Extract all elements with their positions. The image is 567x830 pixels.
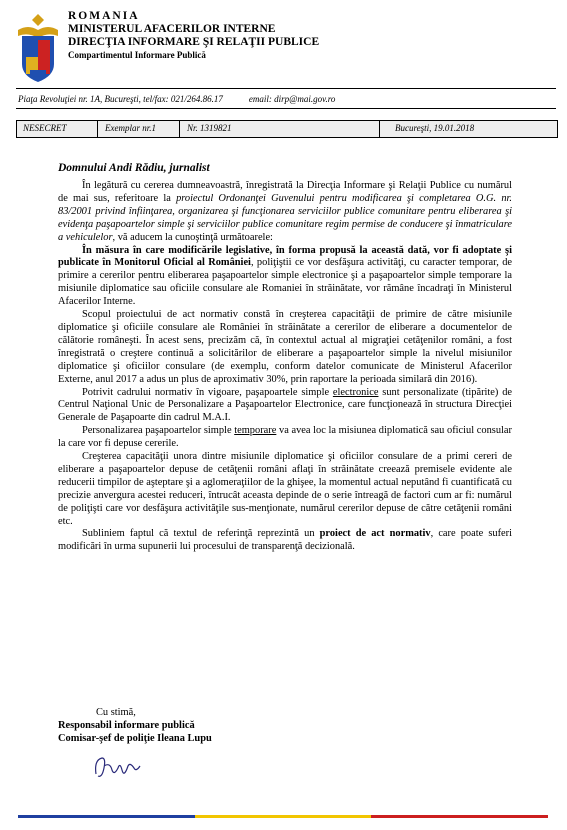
country-name: ROMANIA [68, 10, 140, 22]
directorate-name: DIRECŢIA INFORMARE ŞI RELAŢII PUBLICE [68, 36, 320, 48]
reference-bar [16, 120, 558, 138]
ministry-name: MINISTERUL AFACERILOR INTERNE [68, 23, 276, 35]
flag-red-stripe [371, 815, 548, 818]
address-divider [16, 108, 556, 109]
paragraph-5: Personalizarea paşapoartelor simple temporare va avea loc la misiunea diplomatică sau oficiul consular la care vor fi depuse cererile. [58, 425, 512, 450]
paragraph-3: Scopul proiectului de act normativ constă în creşterea capacităţii de primire de către misiunile diplomatice şi oficiile consulare ale României în străinătate a cererilor de eliberare a documentelor de călătorie româneşti. În acest sens, precizăm că, în contextul actual al migraţiei cetăţenilor români, a fost înregistrată o creştere continuă a solicitărilor de eliberare a paşapoartelor simple la nivelul misiunilor diplomatice şi oficiilor consulare (de exemplu, conform datelor comunicate de Ministerul Afacerilor Externe, anul 2017 a adus un plus de aproximativ 30%, prin raportare la perioada similară din 2016). [58, 309, 512, 385]
letterhead [68, 10, 548, 62]
signatory-role: Responsabil informare publică [58, 720, 195, 731]
paragraph-2: În măsura în care modificările legislative, în forma propusă la această dată, vor fi adoptate şi publicate în Monitorul Oficial al României, poliţiştii ce vor desfăşura activităţi, cu caracter temporar, de primire a cererilor pentru eliberarea paşapoartelor simple electronice şi a paşapoartelor simple temporare la misiunile diplomatice sau oficiile consulare ale Romaniei în străinătate, vor rămâne încadraţi în Ministerul Afacerilor Interne. [58, 244, 512, 308]
paragraph-1: În legătură cu cererea dumneavoastră, înregistrată la Direcţia Informare şi Relaţii Publice cu numărul de mai sus, referitoare la proiectul Ordonanţei Guvenului pentru modificarea şi completarea O.G. nr. 83/2001 privind înfiinţarea, organizarea şi funcţionarea serviciilor publice comunitare pentru eliberarea şi evidenţa paşapoartelor simple şi serviciilor publice comunitare regim permise de conducere şi înmatriculare a vehiculelor, vă aducem la cunoştinţă următoarele: [58, 180, 513, 243]
place-date: Bucureşti, 19.01.2018 [395, 123, 475, 133]
draft-law-title: proiectul Ordonanţei Guvenului pentru modificarea şi completarea O.G. nr. 83/2001 privind înfiinţarea, organizarea şi funcţionarea serviciilor publice comunitare pentru eliberarea şi evidenţa paşapoartelor simple şi serviciilor publice comunitare regim permise de conducere şi înmatriculare a vehiculelor [58, 192, 513, 243]
copy-number: Exemplar nr.1 [105, 123, 156, 133]
flag-blue-stripe [18, 815, 195, 818]
email-address: email: dirp@mai.gov.ro [248, 94, 336, 104]
registration-number: Nr. 1319821 [187, 123, 232, 133]
draft-act-emphasis: proiect de act normativ [319, 528, 431, 540]
header-divider [16, 88, 556, 89]
closing-block [58, 706, 212, 745]
legislative-condition: În măsura în care modificările legislative, în forma propusă la această dată, vor fi adoptate şi publicate în Monitorul Oficial al României [58, 244, 512, 269]
paragraph-4: Potrivit cadrului normativ în vigoare, paşapoartele simple electronice sunt personalizate (tipărite) de Centrul Naţional Unic de Personalizare a Paşapoartelor Electronice, care funcţionează în structura Direcţiei Generale de Paşapoarte din cadrul M.A.I. [58, 386, 512, 424]
office-name: Compartimentul Informare Publică [68, 50, 206, 60]
closing-greeting: Cu stimă, [96, 707, 136, 718]
ref-separator [379, 121, 380, 137]
contact-line [18, 94, 335, 104]
letter-body [58, 180, 512, 554]
handwritten-signature [90, 752, 150, 782]
postal-address: Piaţa Revoluţiei nr. 1A, Bucureşti, tel/fax: 021/264.86.17 [18, 94, 223, 104]
paragraph-6: Creşterea capacităţii unora dintre misiunile diplomatice şi oficiilor consulare de a primi cereri de eliberare a paşapoartelor depuse de cetăţenii români aflaţi în străinătate creează premisele evidente ale reducerii timpilor de aşteptare şi a aglomeraţiilor de la ghişee, la momentul actual neputând fi cuantificată cu precizie anvergura acestei reduceri, întrucât aceasta depinde de o serie întreagă de factori cum ar fi: numărul de poliţişti care vor desfăşura activităţile sus-menţionate, numărul cererilor depuse de către cetăţenii români etc. [58, 451, 512, 527]
flag-yellow-stripe [195, 815, 372, 818]
ref-separator [97, 121, 98, 137]
recipient-line: Domnului Andi Rădiu, jurnalist [58, 162, 210, 174]
classification-label: NESECRET [23, 123, 67, 133]
ref-separator [179, 121, 180, 137]
underlined-temporary: temporare [234, 425, 277, 437]
paragraph-7: Subliniem faptul că textul de referinţă reprezintă un proiect de act normativ, care poate suferi modificări în urma supunerii lui procesului de transparenţă decizională. [58, 528, 512, 553]
romanian-coat-of-arms-icon [14, 12, 62, 84]
tricolor-footer-bar [18, 815, 548, 818]
signatory-name: Comisar-şef de poliţie Ileana Lupu [58, 733, 212, 744]
underlined-electronic: electronice [332, 386, 379, 398]
